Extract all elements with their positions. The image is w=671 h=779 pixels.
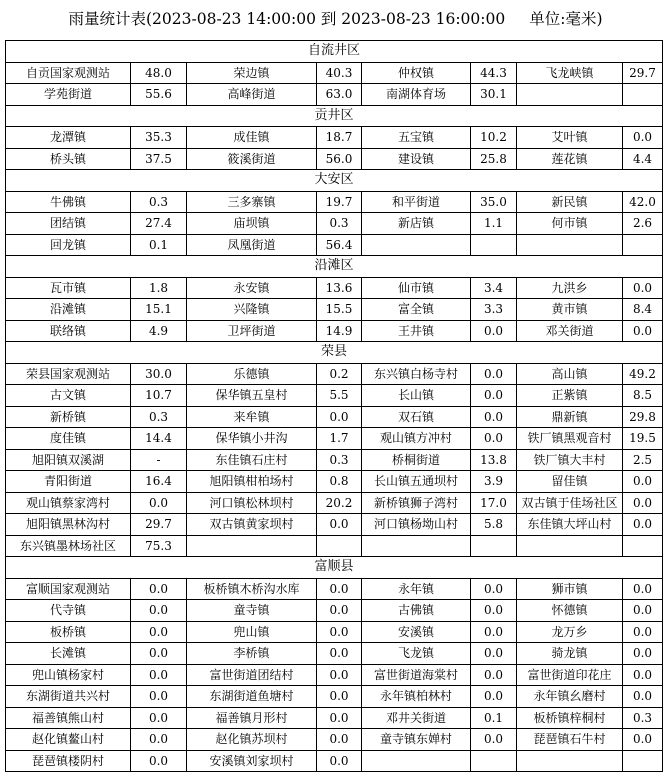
rainfall-value: 0.0 bbox=[471, 320, 517, 342]
district-header-row bbox=[6, 105, 663, 127]
station-name: 自贡国家观测站 bbox=[6, 62, 131, 84]
rainfall-value: 4.9 bbox=[131, 320, 187, 342]
table-row bbox=[6, 363, 663, 385]
station-name: 富世街道海棠村 bbox=[362, 664, 471, 686]
station-name: 九洪乡 bbox=[517, 277, 623, 299]
table-row bbox=[6, 62, 663, 84]
station-name: 荣边镇 bbox=[187, 62, 317, 84]
station-name: 团结镇 bbox=[6, 213, 131, 235]
station-name: 龙潭镇 bbox=[6, 127, 131, 149]
rainfall-value: 0.0 bbox=[623, 492, 663, 514]
rainfall-value: 25.8 bbox=[471, 148, 517, 170]
rainfall-value: 0.0 bbox=[131, 707, 187, 729]
rainfall-value: 40.3 bbox=[317, 62, 362, 84]
rainfall-value: 0.0 bbox=[471, 428, 517, 450]
empty-cell bbox=[623, 535, 663, 557]
rainfall-value: 13.8 bbox=[471, 449, 517, 471]
rainfall-value: 0.0 bbox=[471, 643, 517, 665]
rainfall-value: 1.8 bbox=[131, 277, 187, 299]
station-name: 莲花镇 bbox=[517, 148, 623, 170]
rainfall-value: 0.0 bbox=[623, 686, 663, 708]
rainfall-value: 0.0 bbox=[471, 385, 517, 407]
station-name: 双石镇 bbox=[362, 406, 471, 428]
station-name: 富世街道团结村 bbox=[187, 664, 317, 686]
rainfall-value: 0.0 bbox=[317, 578, 362, 600]
rainfall-value: 75.3 bbox=[131, 535, 187, 557]
rainfall-value: 0.0 bbox=[623, 471, 663, 493]
rainfall-value: 0.3 bbox=[623, 707, 663, 729]
table-row bbox=[6, 707, 663, 729]
station-name: 琵琶镇楼阴村 bbox=[6, 750, 131, 772]
empty-cell bbox=[623, 750, 663, 772]
station-name: 骑龙镇 bbox=[517, 643, 623, 665]
rainfall-value: 10.7 bbox=[131, 385, 187, 407]
rainfall-value: 27.4 bbox=[131, 213, 187, 235]
empty-cell bbox=[362, 535, 471, 557]
table-row bbox=[6, 471, 663, 493]
station-name: 安溪镇刘家坝村 bbox=[187, 750, 317, 772]
station-name: 永年镇幺磨村 bbox=[517, 686, 623, 708]
rainfall-value: 29.7 bbox=[623, 62, 663, 84]
table-row bbox=[6, 277, 663, 299]
district-header-row bbox=[6, 170, 663, 192]
station-name: 保华镇小井沟 bbox=[187, 428, 317, 450]
table-row bbox=[6, 664, 663, 686]
station-name: 双古镇黄家坝村 bbox=[187, 514, 317, 536]
station-name: 怀德镇 bbox=[517, 600, 623, 622]
rainfall-value: 0.0 bbox=[471, 578, 517, 600]
station-name: 保华镇五皇村 bbox=[187, 385, 317, 407]
station-name: 兜山镇 bbox=[187, 621, 317, 643]
empty-cell bbox=[362, 234, 471, 256]
station-name: 东湖街道鱼塘村 bbox=[187, 686, 317, 708]
table-row bbox=[6, 492, 663, 514]
rainfall-value: 0.3 bbox=[131, 406, 187, 428]
station-name: 观山镇方冲村 bbox=[362, 428, 471, 450]
rainfall-value: 0.0 bbox=[623, 621, 663, 643]
station-name: 赵化镇鳌山村 bbox=[6, 729, 131, 751]
table-row bbox=[6, 514, 663, 536]
station-name: 永安镇 bbox=[187, 277, 317, 299]
rainfall-value: 17.0 bbox=[471, 492, 517, 514]
station-name: 铁厂镇黑观音村 bbox=[517, 428, 623, 450]
rainfall-value: 0.0 bbox=[131, 621, 187, 643]
table-row bbox=[6, 191, 663, 213]
rainfall-value: 4.4 bbox=[623, 148, 663, 170]
rainfall-value: 0.0 bbox=[317, 686, 362, 708]
empty-cell bbox=[471, 750, 517, 772]
empty-cell bbox=[517, 535, 623, 557]
station-name: 荣县国家观测站 bbox=[6, 363, 131, 385]
rainfall-value: 0.0 bbox=[131, 600, 187, 622]
rainfall-value: 0.0 bbox=[317, 707, 362, 729]
empty-cell bbox=[317, 535, 362, 557]
rainfall-value: 0.0 bbox=[317, 406, 362, 428]
rainfall-value: 0.0 bbox=[317, 514, 362, 536]
station-name: 狮市镇 bbox=[517, 578, 623, 600]
rainfall-value: 1.1 bbox=[471, 213, 517, 235]
station-name: 旭阳镇双溪湖 bbox=[6, 449, 131, 471]
rainfall-value: 3.9 bbox=[471, 471, 517, 493]
rainfall-value: 0.0 bbox=[317, 729, 362, 751]
rainfall-value: 3.4 bbox=[471, 277, 517, 299]
rainfall-value: 0.0 bbox=[131, 686, 187, 708]
rainfall-value: 1.7 bbox=[317, 428, 362, 450]
station-name: 艾叶镇 bbox=[517, 127, 623, 149]
station-name: 旭阳镇柑柏场村 bbox=[187, 471, 317, 493]
station-name: 南湖体育场 bbox=[362, 84, 471, 106]
station-name: 长滩镇 bbox=[6, 643, 131, 665]
table-row bbox=[6, 299, 663, 321]
district-header-row bbox=[6, 41, 663, 63]
rainfall-value: 56.4 bbox=[317, 234, 362, 256]
rainfall-value: 8.5 bbox=[623, 385, 663, 407]
rainfall-value: 63.0 bbox=[317, 84, 362, 106]
station-name: 童寺镇东婵村 bbox=[362, 729, 471, 751]
table-row bbox=[6, 148, 663, 170]
rainfall-value: 0.0 bbox=[471, 621, 517, 643]
district-name: 大安区 bbox=[6, 170, 663, 192]
table-row bbox=[6, 234, 663, 256]
rainfall-value: 55.6 bbox=[131, 84, 187, 106]
empty-cell bbox=[362, 750, 471, 772]
rainfall-table bbox=[5, 40, 663, 772]
rainfall-value: 48.0 bbox=[131, 62, 187, 84]
rainfall-value: 35.3 bbox=[131, 127, 187, 149]
station-name: 联络镇 bbox=[6, 320, 131, 342]
empty-cell bbox=[517, 234, 623, 256]
empty-cell bbox=[471, 535, 517, 557]
station-name: 李桥镇 bbox=[187, 643, 317, 665]
station-name: 观山镇蔡家湾村 bbox=[6, 492, 131, 514]
rainfall-value: 0.0 bbox=[317, 664, 362, 686]
district-header-row bbox=[6, 557, 663, 579]
rainfall-value: 0.0 bbox=[131, 664, 187, 686]
rainfall-value: 0.0 bbox=[623, 578, 663, 600]
station-name: 福善镇月形村 bbox=[187, 707, 317, 729]
station-name: 富世街道印花庄 bbox=[517, 664, 623, 686]
rainfall-value: 0.0 bbox=[623, 664, 663, 686]
station-name: 永年镇柏林村 bbox=[362, 686, 471, 708]
station-name: 三多寨镇 bbox=[187, 191, 317, 213]
table-row bbox=[6, 127, 663, 149]
rainfall-value: 0.2 bbox=[317, 363, 362, 385]
station-name: 永年镇 bbox=[362, 578, 471, 600]
station-name: 旭阳镇黑林沟村 bbox=[6, 514, 131, 536]
rainfall-value: 10.2 bbox=[471, 127, 517, 149]
station-name: 河口镇杨坳山村 bbox=[362, 514, 471, 536]
table-row bbox=[6, 643, 663, 665]
rainfall-value: 29.7 bbox=[131, 514, 187, 536]
rainfall-value: 19.7 bbox=[317, 191, 362, 213]
station-name: 代寺镇 bbox=[6, 600, 131, 622]
station-name: 仙市镇 bbox=[362, 277, 471, 299]
station-name: 新桥镇狮子湾村 bbox=[362, 492, 471, 514]
empty-cell bbox=[471, 234, 517, 256]
rainfall-value: 0.0 bbox=[131, 750, 187, 772]
rainfall-value: 16.4 bbox=[131, 471, 187, 493]
station-name: 庙坝镇 bbox=[187, 213, 317, 235]
rainfall-value: 0.0 bbox=[471, 729, 517, 751]
station-name: 安溪镇 bbox=[362, 621, 471, 643]
rainfall-value: 0.0 bbox=[623, 514, 663, 536]
table-row bbox=[6, 750, 663, 772]
rainfall-value: 3.3 bbox=[471, 299, 517, 321]
station-name: 新民镇 bbox=[517, 191, 623, 213]
rainfall-table-body bbox=[6, 41, 663, 772]
rainfall-value: 8.4 bbox=[623, 299, 663, 321]
station-name: 高峰街道 bbox=[187, 84, 317, 106]
rainfall-value: 0.0 bbox=[131, 578, 187, 600]
station-name: 黄市镇 bbox=[517, 299, 623, 321]
rainfall-value: 0.0 bbox=[471, 664, 517, 686]
station-name: 东佳镇石庄村 bbox=[187, 449, 317, 471]
station-name: 鼎新镇 bbox=[517, 406, 623, 428]
rainfall-value: 5.5 bbox=[317, 385, 362, 407]
table-row bbox=[6, 621, 663, 643]
table-row bbox=[6, 320, 663, 342]
rainfall-value: 0.0 bbox=[471, 363, 517, 385]
rainfall-value: 56.0 bbox=[317, 148, 362, 170]
station-name: 卫坪街道 bbox=[187, 320, 317, 342]
station-name: 建设镇 bbox=[362, 148, 471, 170]
rainfall-value: 0.0 bbox=[317, 621, 362, 643]
station-name: 来牟镇 bbox=[187, 406, 317, 428]
rainfall-value: 0.0 bbox=[623, 127, 663, 149]
station-name: 桥头镇 bbox=[6, 148, 131, 170]
rainfall-value: 20.2 bbox=[317, 492, 362, 514]
table-row bbox=[6, 729, 663, 751]
rainfall-value: 0.0 bbox=[623, 643, 663, 665]
report-title bbox=[0, 0, 671, 38]
station-name: 和平街道 bbox=[362, 191, 471, 213]
rainfall-value: 0.0 bbox=[623, 277, 663, 299]
rainfall-value: 29.8 bbox=[623, 406, 663, 428]
station-name: 学苑街道 bbox=[6, 84, 131, 106]
rainfall-value: 15.1 bbox=[131, 299, 187, 321]
rainfall-value: 0.0 bbox=[131, 729, 187, 751]
station-name: 仲权镇 bbox=[362, 62, 471, 84]
station-name: 沿滩镇 bbox=[6, 299, 131, 321]
station-name: 古佛镇 bbox=[362, 600, 471, 622]
station-name: 兴隆镇 bbox=[187, 299, 317, 321]
rainfall-value: 30.0 bbox=[131, 363, 187, 385]
rainfall-value: 35.0 bbox=[471, 191, 517, 213]
table-row bbox=[6, 449, 663, 471]
rainfall-value: 2.5 bbox=[623, 449, 663, 471]
table-row bbox=[6, 213, 663, 235]
empty-cell bbox=[517, 750, 623, 772]
station-name: 新店镇 bbox=[362, 213, 471, 235]
station-name: 成佳镇 bbox=[187, 127, 317, 149]
station-name: 高山镇 bbox=[517, 363, 623, 385]
station-name: 桥桐街道 bbox=[362, 449, 471, 471]
district-header-row bbox=[6, 342, 663, 364]
station-name: 乐德镇 bbox=[187, 363, 317, 385]
station-name: 河口镇松林坝村 bbox=[187, 492, 317, 514]
rainfall-value: 0.0 bbox=[317, 600, 362, 622]
rainfall-value: 37.5 bbox=[131, 148, 187, 170]
station-name: 东佳镇大坪山村 bbox=[517, 514, 623, 536]
station-name: 板桥镇梓桐村 bbox=[517, 707, 623, 729]
rainfall-value: - bbox=[131, 449, 187, 471]
rainfall-value: 0.0 bbox=[623, 320, 663, 342]
rainfall-value: 15.5 bbox=[317, 299, 362, 321]
station-name: 长山镇 bbox=[362, 385, 471, 407]
empty-cell bbox=[623, 84, 663, 106]
station-name: 东兴镇白杨寺村 bbox=[362, 363, 471, 385]
station-name: 铁厂镇大丰村 bbox=[517, 449, 623, 471]
rainfall-value: 0.3 bbox=[317, 213, 362, 235]
district-name: 富顺县 bbox=[6, 557, 663, 579]
table-row bbox=[6, 535, 663, 557]
station-name: 琵琶镇石牛村 bbox=[517, 729, 623, 751]
district-header-row bbox=[6, 256, 663, 278]
rainfall-value: 19.5 bbox=[623, 428, 663, 450]
rainfall-value: 5.8 bbox=[471, 514, 517, 536]
station-name: 板桥镇 bbox=[6, 621, 131, 643]
rainfall-value: 0.0 bbox=[131, 492, 187, 514]
station-name: 福善镇熊山村 bbox=[6, 707, 131, 729]
station-name: 青阳街道 bbox=[6, 471, 131, 493]
station-name: 瓦市镇 bbox=[6, 277, 131, 299]
rainfall-value: 0.0 bbox=[471, 686, 517, 708]
station-name: 富顺国家观测站 bbox=[6, 578, 131, 600]
rainfall-value: 0.0 bbox=[317, 750, 362, 772]
station-name: 长山镇五通坝村 bbox=[362, 471, 471, 493]
report-unit: 单位:毫米) bbox=[529, 10, 603, 28]
report-title-text: 雨量统计表(2023-08-23 14:00:00 到 2023-08-23 16:00:00 bbox=[68, 10, 506, 28]
table-row bbox=[6, 686, 663, 708]
station-name: 东湖街道共兴村 bbox=[6, 686, 131, 708]
rainfall-value: 14.4 bbox=[131, 428, 187, 450]
station-name: 龙万乡 bbox=[517, 621, 623, 643]
station-name: 留佳镇 bbox=[517, 471, 623, 493]
table-row bbox=[6, 84, 663, 106]
station-name: 飞龙峡镇 bbox=[517, 62, 623, 84]
district-name: 荣县 bbox=[6, 342, 663, 364]
rainfall-value: 0.0 bbox=[317, 643, 362, 665]
rainfall-value: 18.7 bbox=[317, 127, 362, 149]
rainfall-value: 0.3 bbox=[317, 449, 362, 471]
station-name: 赵化镇苏坝村 bbox=[187, 729, 317, 751]
rainfall-value: 0.1 bbox=[471, 707, 517, 729]
station-name: 富全镇 bbox=[362, 299, 471, 321]
rainfall-value: 13.6 bbox=[317, 277, 362, 299]
station-name: 兜山镇杨家村 bbox=[6, 664, 131, 686]
table-row bbox=[6, 428, 663, 450]
station-name: 五宝镇 bbox=[362, 127, 471, 149]
station-name: 板桥镇木桥沟水库 bbox=[187, 578, 317, 600]
rainfall-value: 14.9 bbox=[317, 320, 362, 342]
rainfall-value: 0.0 bbox=[471, 406, 517, 428]
rainfall-value: 0.3 bbox=[131, 191, 187, 213]
rainfall-value: 0.0 bbox=[623, 729, 663, 751]
empty-cell bbox=[187, 535, 317, 557]
station-name: 回龙镇 bbox=[6, 234, 131, 256]
rainfall-value: 42.0 bbox=[623, 191, 663, 213]
station-name: 度佳镇 bbox=[6, 428, 131, 450]
rainfall-value: 0.1 bbox=[131, 234, 187, 256]
rainfall-value: 0.0 bbox=[471, 600, 517, 622]
empty-cell bbox=[517, 84, 623, 106]
district-name: 贡井区 bbox=[6, 105, 663, 127]
station-name: 邓井关街道 bbox=[362, 707, 471, 729]
station-name: 邓关街道 bbox=[517, 320, 623, 342]
empty-cell bbox=[623, 234, 663, 256]
table-row bbox=[6, 385, 663, 407]
station-name: 王井镇 bbox=[362, 320, 471, 342]
district-name: 自流井区 bbox=[6, 41, 663, 63]
district-name: 沿滩区 bbox=[6, 256, 663, 278]
rainfall-value: 30.1 bbox=[471, 84, 517, 106]
station-name: 牛佛镇 bbox=[6, 191, 131, 213]
station-name: 筱溪街道 bbox=[187, 148, 317, 170]
station-name: 凤凰街道 bbox=[187, 234, 317, 256]
station-name: 古文镇 bbox=[6, 385, 131, 407]
table-row bbox=[6, 600, 663, 622]
rainfall-value: 0.0 bbox=[623, 600, 663, 622]
rainfall-value: 0.0 bbox=[131, 643, 187, 665]
station-name: 何市镇 bbox=[517, 213, 623, 235]
station-name: 正紫镇 bbox=[517, 385, 623, 407]
rainfall-value: 44.3 bbox=[471, 62, 517, 84]
rainfall-value: 0.8 bbox=[317, 471, 362, 493]
table-row bbox=[6, 578, 663, 600]
table-row bbox=[6, 406, 663, 428]
station-name: 童寺镇 bbox=[187, 600, 317, 622]
rainfall-value: 49.2 bbox=[623, 363, 663, 385]
station-name: 飞龙镇 bbox=[362, 643, 471, 665]
station-name: 东兴镇墨林场社区 bbox=[6, 535, 131, 557]
station-name: 新桥镇 bbox=[6, 406, 131, 428]
rainfall-value: 2.6 bbox=[623, 213, 663, 235]
station-name: 双古镇于佳场社区 bbox=[517, 492, 623, 514]
